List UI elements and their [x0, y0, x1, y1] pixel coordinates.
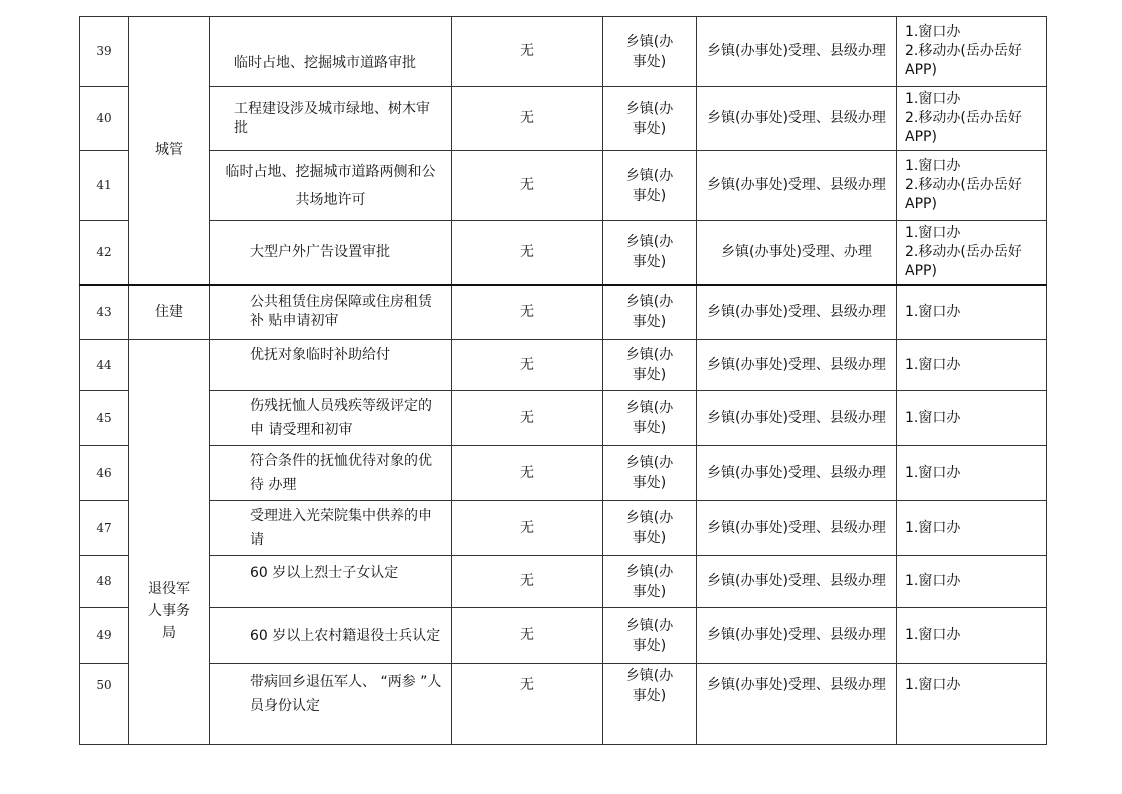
item-name-cell	[210, 556, 452, 608]
level-text: 乡镇(办事处)	[625, 234, 674, 271]
level-text: 乡镇(办事处)	[625, 294, 674, 331]
level-text: 乡镇(办事处)	[625, 167, 674, 204]
channel-cell: 1.窗口办	[897, 556, 1047, 608]
table-row	[80, 391, 1047, 446]
row-number: 43	[80, 285, 129, 340]
channel-cell: 1.窗口办	[897, 501, 1047, 556]
item-name-cell	[210, 608, 452, 664]
level-text: 乡镇(办事处)	[625, 33, 674, 70]
level-cell	[603, 221, 697, 285]
item-name-cell	[210, 285, 452, 340]
item-name: 大型户外广告设置审批	[250, 243, 390, 260]
item-name: 60 岁以上农村籍退役士兵认定	[250, 627, 441, 644]
item-name-cell	[210, 151, 452, 221]
item-name-cell	[210, 17, 452, 87]
level-cell	[603, 446, 697, 501]
mode-cell: 乡镇(办事处)受理、县级办理	[697, 446, 897, 501]
fee-cell: 无	[452, 17, 603, 87]
level-text: 乡镇(办事处)	[625, 510, 674, 546]
level-cell	[603, 391, 697, 446]
mode-cell: 乡镇(办事处)受理、办理	[697, 221, 897, 285]
level-text: 乡镇(办事处)	[625, 400, 674, 436]
fee-cell: 无	[452, 664, 603, 745]
table-row	[80, 151, 1047, 221]
item-name: 工程建设涉及城市绿地、树木审 批	[234, 100, 430, 136]
fee-cell: 无	[452, 391, 603, 446]
table-row	[80, 608, 1047, 664]
fee-cell: 无	[452, 285, 603, 340]
item-name-cell	[210, 391, 452, 446]
mode-cell: 乡镇(办事处)受理、县级办理	[697, 17, 897, 87]
level-cell	[603, 556, 697, 608]
row-number: 49	[80, 608, 129, 664]
level-cell	[603, 151, 697, 221]
level-cell	[603, 87, 697, 151]
channel-cell: 1.窗口办	[897, 391, 1047, 446]
row-number: 48	[80, 556, 129, 608]
level-text: 乡镇(办事处)	[625, 563, 674, 600]
mode-cell: 乡镇(办事处)受理、县级办理	[697, 151, 897, 221]
level-text: 乡镇(办事处)	[625, 668, 674, 704]
channel-cell: 1.窗口办	[897, 340, 1047, 391]
channel-cell: 1.窗口办	[897, 285, 1047, 340]
mode-cell: 乡镇(办事处)受理、县级办理	[697, 285, 897, 340]
department-name: 城管	[155, 142, 183, 159]
row-number: 41	[80, 151, 129, 221]
level-cell	[603, 17, 697, 87]
item-name: 60 岁以上烈士子女认定	[250, 565, 399, 581]
channel-cell: 1.窗口办	[897, 664, 1047, 745]
channel-cell: 1.窗口办	[897, 446, 1047, 501]
mode-cell: 乡镇(办事处)受理、县级办理	[697, 608, 897, 664]
table-row	[80, 664, 1047, 745]
channel-cell: 1.窗口办 2.移动办(岳办岳好APP)	[897, 151, 1047, 221]
channel-cell: 1.窗口办 2.移动办(岳办岳好APP)	[897, 87, 1047, 151]
department-cell	[129, 285, 210, 340]
item-name: 优抚对象临时补助给付	[250, 347, 390, 363]
level-cell	[603, 608, 697, 664]
mode-cell: 乡镇(办事处)受理、县级办理	[697, 87, 897, 151]
level-cell	[603, 340, 697, 391]
level-text: 乡镇(办事处)	[625, 455, 674, 491]
fee-cell: 无	[452, 221, 603, 285]
item-name-cell	[210, 221, 452, 285]
mode-cell: 乡镇(办事处)受理、县级办理	[697, 556, 897, 608]
item-name: 受理进入光荣院集中供养的申请	[250, 508, 432, 548]
item-name-cell	[210, 446, 452, 501]
item-name-cell	[210, 340, 452, 391]
service-items-table	[79, 16, 1047, 745]
fee-cell: 无	[452, 501, 603, 556]
table-row	[80, 340, 1047, 391]
fee-cell: 无	[452, 340, 603, 391]
table-row	[80, 446, 1047, 501]
fee-cell: 无	[452, 608, 603, 664]
channel-cell: 1.窗口办 2.移动办(岳办岳好APP)	[897, 17, 1047, 87]
level-cell	[603, 285, 697, 340]
fee-cell: 无	[452, 556, 603, 608]
fee-cell: 无	[452, 446, 603, 501]
item-name: 带病回乡退伍军人、 “两参 ”人 员身份认定	[250, 674, 442, 714]
department-cell	[129, 340, 210, 745]
row-number: 45	[80, 391, 129, 446]
table-row	[80, 221, 1047, 285]
item-name: 临时占地、挖掘城市道路两侧和公共场地许可	[225, 163, 436, 208]
mode-cell: 乡镇(办事处)受理、县级办理	[697, 340, 897, 391]
item-name: 伤残抚恤人员残疾等级评定的申 请受理和初审	[250, 398, 432, 438]
row-number: 50	[80, 664, 129, 745]
department-name: 住建	[155, 304, 183, 321]
item-name: 符合条件的抚恤优待对象的优待 办理	[250, 453, 432, 493]
fee-cell: 无	[452, 87, 603, 151]
table-row	[80, 501, 1047, 556]
item-name-cell	[210, 87, 452, 151]
department-cell	[129, 17, 210, 285]
row-number: 39	[80, 17, 129, 87]
item-name-cell	[210, 501, 452, 556]
mode-cell: 乡镇(办事处)受理、县级办理	[697, 391, 897, 446]
mode-cell: 乡镇(办事处)受理、县级办理	[697, 501, 897, 556]
level-text: 乡镇(办事处)	[625, 100, 674, 137]
item-name: 临时占地、挖掘城市道路审批	[234, 55, 416, 71]
channel-cell: 1.窗口办	[897, 608, 1047, 664]
level-cell	[603, 501, 697, 556]
department-name: 退役军人事务局	[148, 581, 190, 641]
row-number: 47	[80, 501, 129, 556]
table-row	[80, 556, 1047, 608]
level-cell	[603, 664, 697, 745]
row-number: 42	[80, 221, 129, 285]
row-number: 46	[80, 446, 129, 501]
item-name: 公共租赁住房保障或住房租赁补 贴申请初审	[250, 294, 432, 330]
mode-cell: 乡镇(办事处)受理、县级办理	[697, 664, 897, 745]
table-row	[80, 17, 1047, 87]
item-name-cell	[210, 664, 452, 745]
table-row	[80, 87, 1047, 151]
channel-cell: 1.窗口办 2.移动办(岳办岳好APP)	[897, 221, 1047, 285]
row-number: 40	[80, 87, 129, 151]
level-text: 乡镇(办事处)	[625, 617, 674, 654]
fee-cell: 无	[452, 151, 603, 221]
row-number: 44	[80, 340, 129, 391]
table-row	[80, 285, 1047, 340]
level-text: 乡镇(办事处)	[625, 347, 674, 383]
